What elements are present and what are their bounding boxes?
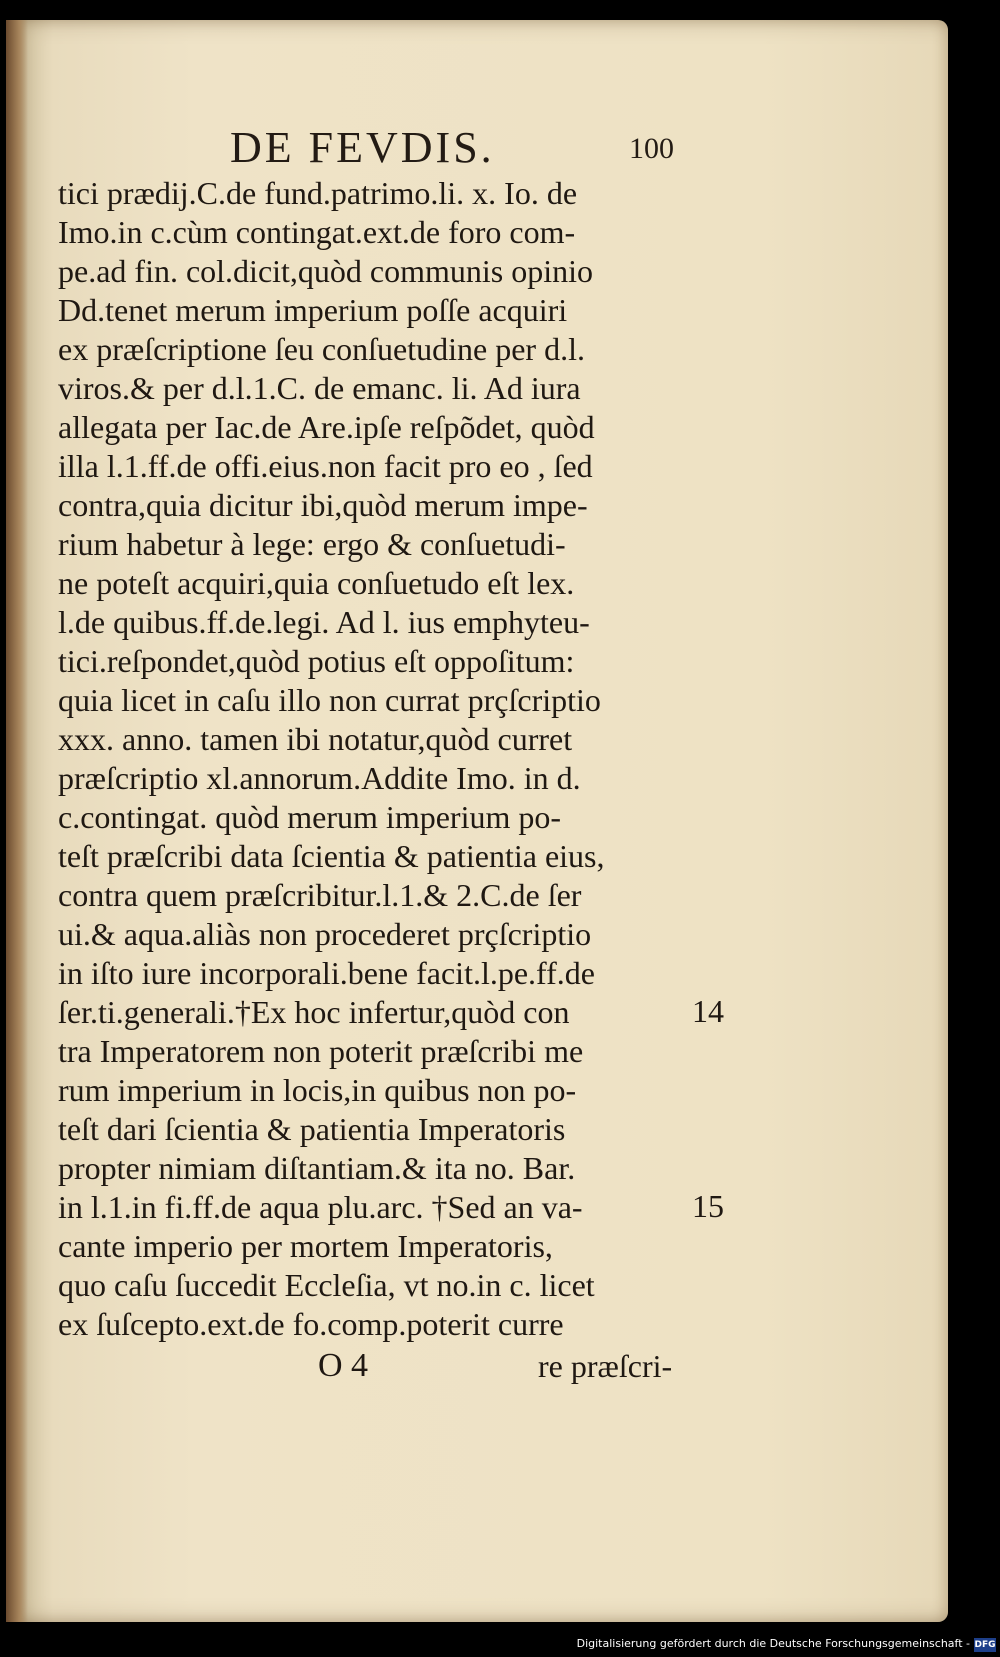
dfg-logo: DFG	[974, 1640, 996, 1650]
text-line: tra Imperatorem non poterit præſcribi me	[58, 1033, 584, 1069]
text-line: allegata per Iac.de Are.ipſe reſpõdet, quòd	[58, 409, 595, 445]
text-line: c.contingat. quòd merum imperium po-	[58, 799, 561, 835]
marginal-number: 14	[692, 993, 724, 1029]
text-line: l.de quibus.ff.de.legi. Ad l. ius emphyteu-	[58, 604, 590, 640]
text-line: quo caſu ſuccedit Eccleſia, vt no.in c. licet	[58, 1267, 595, 1303]
text-line: præſcriptio xl.annorum.Addite Imo. in d.	[58, 760, 581, 796]
text-line: contra quem præſcribitur.l.1.& 2.C.de ſer	[58, 877, 582, 913]
page-binding-shadow	[6, 20, 28, 1622]
text-line: in l.1.in fi.ff.de aqua plu.arc. †Sed an va-	[58, 1189, 583, 1225]
text-line: ex ſuſcepto.ext.de fo.comp.poterit curre	[58, 1306, 564, 1342]
body-text-block	[58, 174, 688, 1344]
text-line: rum imperium in locis,in quibus non po-	[58, 1072, 577, 1108]
credit-bar	[0, 1630, 1000, 1657]
text-line: contra,quia dicitur ibi,quòd merum impe-	[58, 487, 588, 523]
text-line: ex præſcriptione ſeu conſuetudine per d.l.	[58, 331, 585, 367]
page-number: 100	[629, 132, 674, 165]
text-line: tici prædij.C.de fund.patrimo.li. x. Io. de	[58, 175, 578, 211]
text-line: teſt dari ſcientia & patientia Imperatoris	[58, 1111, 566, 1147]
signature-mark: O 4	[318, 1347, 369, 1384]
text-line: viros.& per d.l.1.C. de emanc. li. Ad iura	[58, 370, 581, 406]
text-line: Imo.in c.cùm contingat.ext.de foro com-	[58, 214, 576, 250]
text-line: quia licet in caſu illo non currat prçſcriptio	[58, 682, 601, 718]
text-line: ſer.ti.generali.†Ex hoc infertur,quòd con	[58, 994, 570, 1030]
marginal-number: 15	[692, 1188, 724, 1224]
text-line: propter nimiam diſtantiam.& ita no. Bar.	[58, 1150, 576, 1186]
running-title: DE FEVDIS.	[230, 123, 495, 172]
text-line: rium habetur à lege: ergo & conſuetudi-	[58, 526, 566, 562]
credit-text: Digitalisierung gefördert durch die Deutsche Forschungsgemeinschaft -	[576, 1637, 970, 1650]
text-line: illa l.1.ff.de offi.eius.non facit pro eo , ſed	[58, 448, 593, 484]
text-line: pe.ad fin. col.dicit,quòd communis opinio	[58, 253, 594, 289]
text-line: ne poteſt acquiri,quia conſuetudo eſt lex.	[58, 565, 575, 601]
catchword: re præſcri-	[538, 1348, 673, 1384]
text-line: in iſto iure incorporali.bene facit.l.pe.ff.de	[58, 955, 595, 991]
text-line: tici.reſpondet,quòd potius eſt oppoſitum:	[58, 643, 575, 679]
text-line: teſt præſcribi data ſcientia & patientia eius,	[58, 838, 605, 874]
text-line: Dd.tenet merum imperium poſſe acquiri	[58, 292, 568, 328]
text-line: xxx. anno. tamen ibi notatur,quòd curret	[58, 721, 573, 757]
text-line: cante imperio per mortem Imperatoris,	[58, 1228, 553, 1264]
text-line: ui.& aqua.aliàs non procederet prçſcriptio	[58, 916, 592, 952]
page-header	[58, 122, 683, 172]
